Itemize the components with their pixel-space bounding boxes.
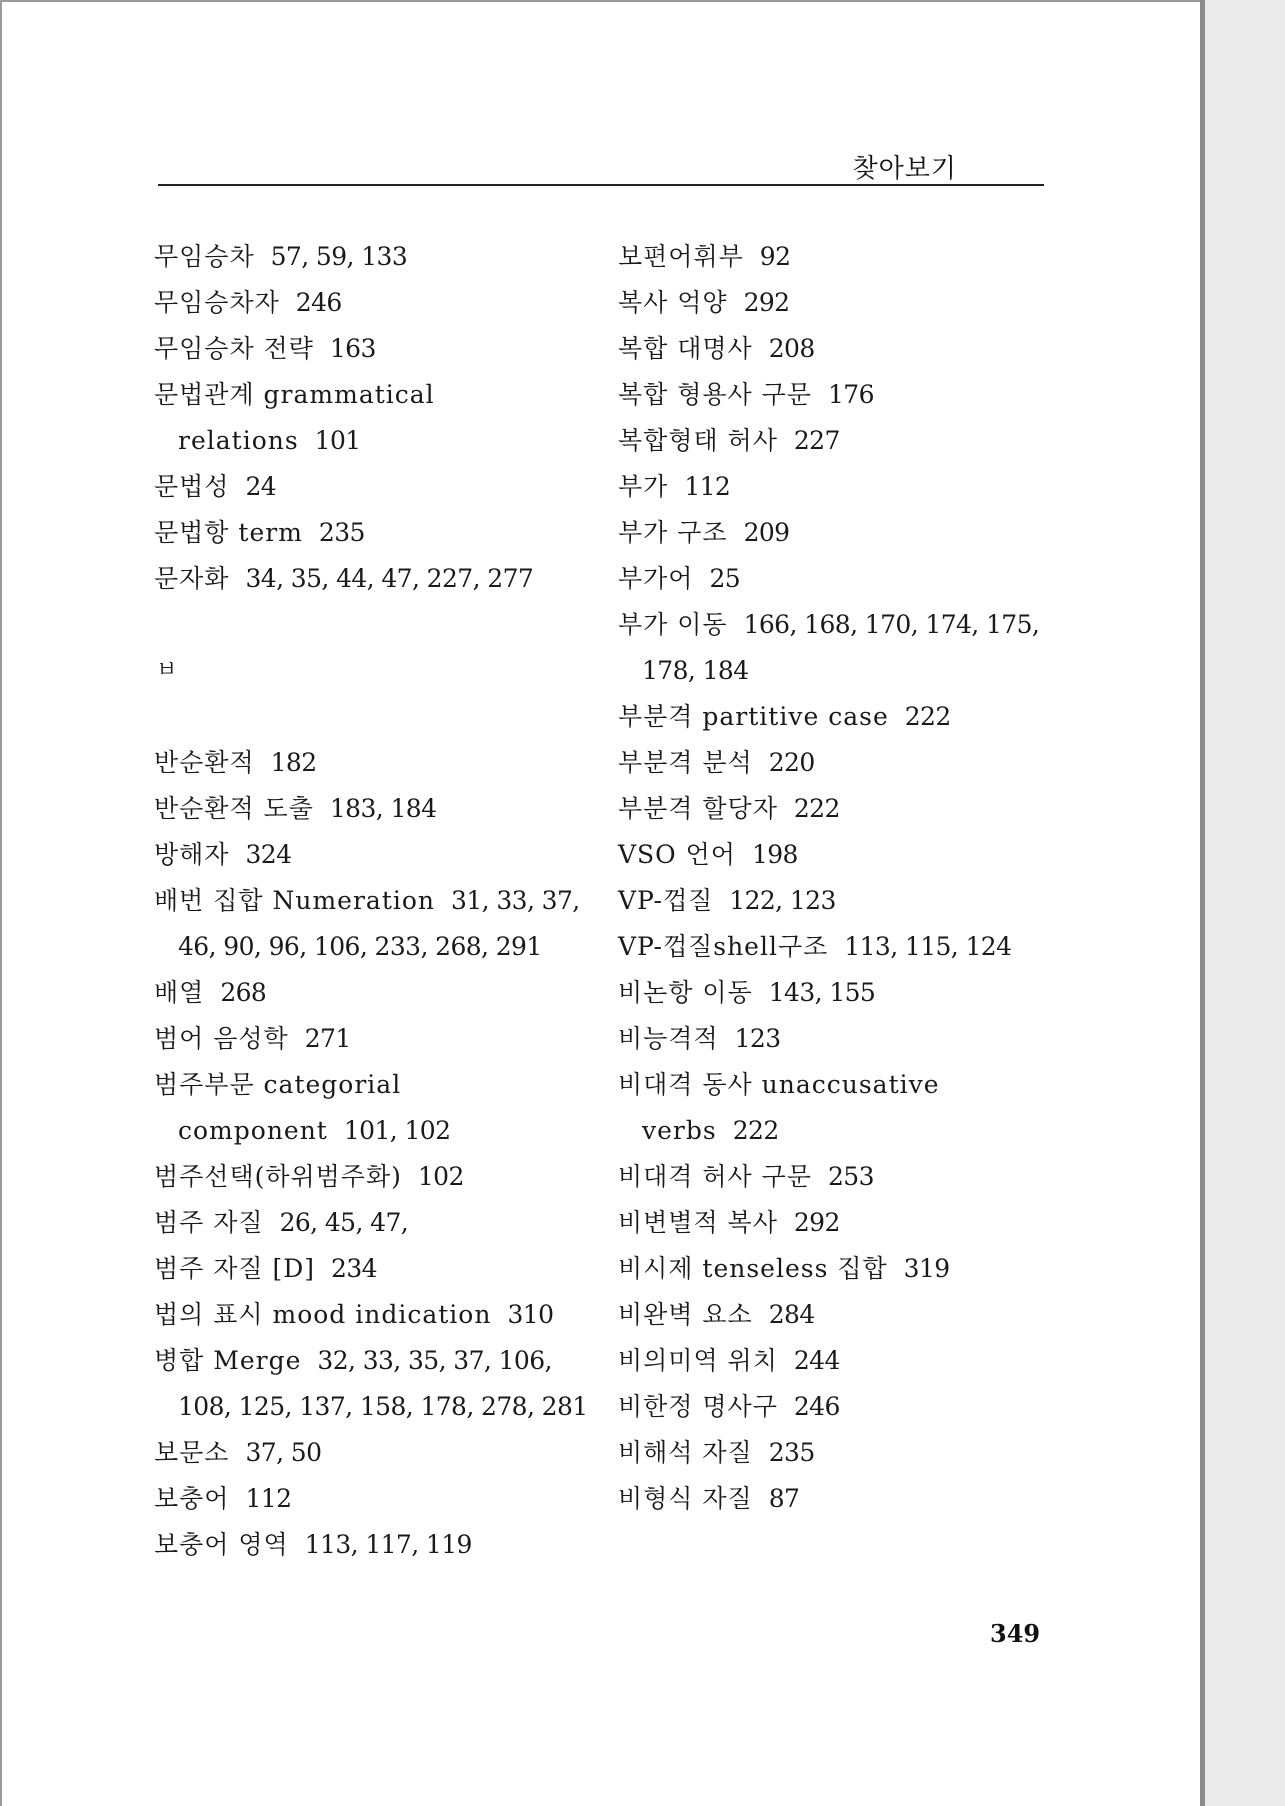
index-term: 무임승차 [154, 242, 255, 271]
index-entry [618, 234, 1048, 280]
index-entry [154, 740, 594, 786]
index-entry [618, 924, 1048, 970]
index-page-refs: 198 [751, 840, 798, 869]
index-term: 보문소 [154, 1438, 230, 1467]
index-page-refs: 235 [768, 1438, 815, 1467]
index-entry [618, 464, 1048, 510]
index-term: 부가어 [618, 564, 694, 593]
index-term: 병합 Merge [154, 1346, 302, 1375]
index-page-refs: 113, 117, 119 [304, 1530, 472, 1559]
index-group-m [154, 234, 594, 602]
index-entry [154, 1062, 594, 1154]
index-entry [618, 280, 1048, 326]
index-page-refs: 32, 33, 35, 37, 106, 108, 125, 137, 158, 178, 278, 281 [178, 1346, 588, 1421]
index-page-refs: 101 [314, 426, 361, 455]
index-entry [154, 1338, 594, 1430]
page-header-title: 찾아보기 [852, 154, 957, 184]
index-group-b-continued [618, 234, 1048, 1522]
index-page-refs: 122, 123 [729, 886, 836, 915]
index-term: 보충어 [154, 1484, 230, 1513]
index-page-refs: 37, 50 [245, 1438, 322, 1467]
index-entry [154, 556, 594, 602]
index-term: 비완벽 요소 [618, 1300, 753, 1329]
index-page-refs: 244 [793, 1346, 840, 1375]
index-entry [154, 510, 594, 556]
index-page-refs: 271 [304, 1024, 351, 1053]
index-page-refs: 208 [768, 334, 815, 363]
index-entry [618, 740, 1048, 786]
index-entry [154, 970, 594, 1016]
index-entry [154, 1476, 594, 1522]
index-entry [154, 1430, 594, 1476]
index-term: 복합 형용사 구문 [618, 380, 812, 409]
index-page-refs: 24 [245, 472, 277, 501]
index-entry [618, 326, 1048, 372]
index-page-refs: 26, 45, 47, [279, 1208, 409, 1237]
index-term: 비형식 자질 [618, 1484, 753, 1513]
index-entry [618, 602, 1048, 694]
index-page-refs: 246 [295, 288, 342, 317]
index-column-left [154, 234, 594, 1568]
index-page-refs: 163 [329, 334, 376, 363]
index-page-refs: 253 [827, 1162, 874, 1191]
index-term: 범주부문 categorial component [154, 1070, 402, 1145]
index-page-refs: 34, 35, 44, 47, 227, 277 [245, 564, 534, 593]
index-term: 반순환적 도출 [154, 794, 314, 823]
index-entry [618, 832, 1048, 878]
index-entry [618, 1200, 1048, 1246]
index-entry [618, 1476, 1048, 1522]
index-term: 배열 [154, 978, 205, 1007]
index-page-refs: 57, 59, 133 [270, 242, 408, 271]
index-entry [154, 1292, 594, 1338]
index-term: 비대격 동사 unaccusative verbs [618, 1070, 940, 1145]
header-rule [158, 184, 1044, 186]
index-page-refs: 235 [318, 518, 365, 547]
index-term: 범어 음성학 [154, 1024, 289, 1053]
index-term: 부분격 할당자 [618, 794, 778, 823]
index-term: 보충어 영역 [154, 1530, 289, 1559]
index-term: 부가 이동 [618, 610, 728, 639]
index-term: 방해자 [154, 840, 230, 869]
index-entry [618, 1338, 1048, 1384]
page-number: 349 [990, 1619, 1041, 1648]
index-page-refs: 87 [768, 1484, 800, 1513]
index-page-refs: 220 [768, 748, 815, 777]
index-page-refs: 222 [793, 794, 840, 823]
index-term: 부가 구조 [618, 518, 728, 547]
index-term: 배번 집합 Numeration [154, 886, 436, 915]
index-term: 복합형태 허사 [618, 426, 778, 455]
index-entry [618, 786, 1048, 832]
index-term: 비대격 허사 구문 [618, 1162, 812, 1191]
index-entry [618, 878, 1048, 924]
index-term: 무임승차 전략 [154, 334, 314, 363]
index-page-refs: 284 [768, 1300, 815, 1329]
index-page-refs: 222 [732, 1116, 779, 1145]
index-term: 부가 [618, 472, 669, 501]
index-entry [618, 694, 1048, 740]
index-entry [618, 510, 1048, 556]
index-term: 문법항 term [154, 518, 303, 547]
index-page-refs: 176 [827, 380, 874, 409]
index-group-b [154, 740, 594, 1568]
index-entry [154, 1016, 594, 1062]
index-entry [154, 786, 594, 832]
index-term: 범주선택(하위범주화) [154, 1162, 402, 1191]
index-term: 범주 자질 [D] [154, 1254, 316, 1283]
index-term: 비의미역 위치 [618, 1346, 778, 1375]
index-entry [154, 832, 594, 878]
index-page-refs: 143, 155 [768, 978, 876, 1007]
index-term: 부분격 partitive case [618, 702, 889, 731]
index-entry [154, 878, 594, 970]
index-term: 문법관계 grammatical relations [154, 380, 435, 455]
page-edge [1200, 0, 1205, 1806]
index-entry [154, 326, 594, 372]
index-entry [618, 1246, 1048, 1292]
index-entry [154, 1246, 594, 1292]
index-entry [618, 418, 1048, 464]
index-term: 비논항 이동 [618, 978, 753, 1007]
index-term: 범주 자질 [154, 1208, 264, 1237]
index-entry [618, 1430, 1048, 1476]
index-term: 반순환적 [154, 748, 255, 777]
index-page-refs: 222 [904, 702, 951, 731]
index-entry [154, 1200, 594, 1246]
index-entry [154, 1154, 594, 1200]
index-page-refs: 183, 184 [329, 794, 437, 823]
index-page-refs: 92 [759, 242, 791, 271]
index-page-refs: 101, 102 [343, 1116, 451, 1145]
index-entry [618, 1384, 1048, 1430]
index-term: 비한정 명사구 [618, 1392, 778, 1421]
index-term: 비능격적 [618, 1024, 719, 1053]
index-page-refs: 319 [903, 1254, 950, 1283]
index-entry [154, 464, 594, 510]
index-page-refs: 112 [684, 472, 731, 501]
index-term: VSO 언어 [618, 840, 736, 869]
index-page-refs: 292 [793, 1208, 840, 1237]
index-term: 보편어휘부 [618, 242, 744, 271]
index-term: 비변별적 복사 [618, 1208, 778, 1237]
index-entry [154, 372, 594, 464]
index-page-refs: 25 [709, 564, 741, 593]
index-page-refs: 292 [743, 288, 790, 317]
index-term: 무임승차자 [154, 288, 280, 317]
index-entry [618, 970, 1048, 1016]
index-page-refs: 31, 33, 37, 46, 90, 96, 106, 233, 268, 291 [178, 886, 580, 961]
index-entry [618, 1154, 1048, 1200]
index-page-refs: 102 [417, 1162, 464, 1191]
index-page-refs: 113, 115, 124 [844, 932, 1012, 961]
index-term: 복합 대명사 [618, 334, 753, 363]
index-entry [618, 372, 1048, 418]
index-term: 비시제 tenseless 집합 [618, 1254, 888, 1283]
index-column-right [618, 234, 1048, 1522]
index-entry [618, 1016, 1048, 1062]
index-entry [154, 280, 594, 326]
index-page-refs: 209 [743, 518, 790, 547]
index-page-refs: 268 [220, 978, 267, 1007]
index-page-refs: 246 [793, 1392, 840, 1421]
index-term: 문자화 [154, 564, 230, 593]
index-page-refs: 166, 168, 170, 174, 175, 178, 184 [642, 610, 1040, 685]
index-page-refs: 182 [270, 748, 317, 777]
index-entry [618, 1292, 1048, 1338]
index-entry [154, 1522, 594, 1568]
index-page-refs: 310 [507, 1300, 554, 1329]
index-entry [618, 556, 1048, 602]
index-term: 법의 표시 mood indication [154, 1300, 492, 1329]
index-page-refs: 227 [793, 426, 840, 455]
index-page-refs: 234 [331, 1254, 377, 1283]
index-term: 부분격 분석 [618, 748, 753, 777]
index-page-refs: 123 [734, 1024, 781, 1053]
index-entry [154, 234, 594, 280]
index-page-refs: 324 [245, 840, 292, 869]
index-term: 복사 억양 [618, 288, 728, 317]
index-term: 문법성 [154, 472, 230, 501]
index-term: VP-껍질shell구조 [618, 932, 829, 961]
index-term: VP-껍질 [618, 886, 714, 915]
index-page-refs: 112 [245, 1484, 292, 1513]
index-entry [618, 1062, 1048, 1154]
index-term: 비해석 자질 [618, 1438, 753, 1467]
section-letter: ㅂ [156, 658, 178, 683]
